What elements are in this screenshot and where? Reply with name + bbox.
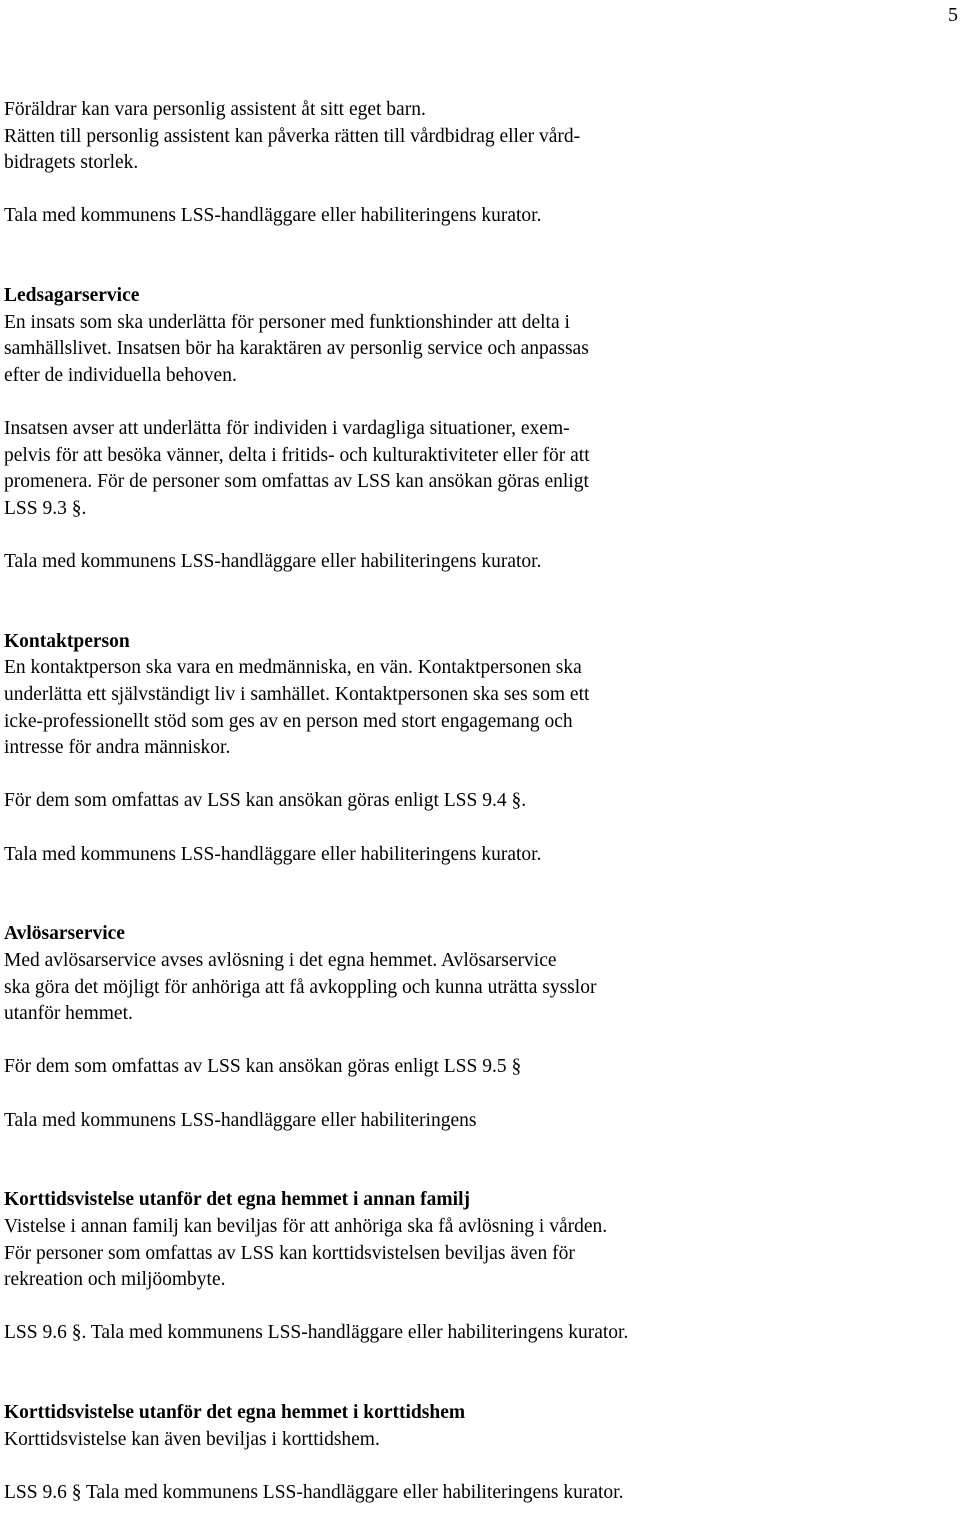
application-line: För dem som omfattas av LSS kan ansökan göras enligt LSS 9.5 § — [4, 1056, 522, 1078]
section-kontaktperson — [4, 629, 954, 868]
body-line: icke-professionellt stöd som ges av en person med stort engagemang och — [4, 710, 573, 732]
body-line: Korttidsvistelse kan även beviljas i korttidshem. — [4, 1428, 380, 1450]
body-line: underlätta ett självständigt liv i samhället. Kontaktpersonen ska ses som ett — [4, 684, 590, 706]
contact-line: LSS 9.6 §. Tala med kommunens LSS-handläggare eller habiliteringens kurator. — [4, 1322, 629, 1344]
contact-line: Tala med kommunens LSS-handläggare eller habiliteringens kurator. — [4, 843, 542, 865]
body-line: efter de individuella behoven. — [4, 364, 237, 386]
section-korttidshem — [4, 1400, 954, 1506]
body-line: En insats som ska underlätta för personer med funktionshinder att delta i — [4, 311, 570, 333]
contact-line: Tala med kommunens LSS-handläggare eller habiliteringens kurator. — [4, 551, 542, 573]
body-line: bidragets storlek. — [4, 152, 139, 174]
section-avlosarservice — [4, 921, 954, 1134]
body-line: promenera. För de personer som omfattas av LSS kan ansökan göras enligt — [4, 471, 589, 493]
document-body — [4, 97, 954, 1506]
body-line: Insatsen avser att underlätta för individen i vardagliga situationer, exem- — [4, 418, 570, 440]
body-line: samhällslivet. Insatsen bör ha karaktären av personlig service och anpassas — [4, 338, 589, 360]
body-line: intresse för andra människor. — [4, 737, 231, 759]
body-line: Rätten till personlig assistent kan påverka rätten till vårdbidrag eller vård- — [4, 125, 581, 147]
body-line: En kontaktperson ska vara en medmänniska, en vän. Kontaktpersonen ska — [4, 657, 582, 679]
body-line: rekreation och miljöombyte. — [4, 1269, 226, 1291]
body-line: pelvis för att besöka vänner, delta i fritids- och kulturaktiviteter eller för att — [4, 444, 590, 466]
body-line: utanför hemmet. — [4, 1003, 133, 1025]
application-line: För dem som omfattas av LSS kan ansökan göras enligt LSS 9.4 §. — [4, 790, 527, 812]
section-intro — [4, 97, 954, 230]
section-heading: Korttidsvistelse utanför det egna hemmet i korttidshem — [4, 1402, 466, 1424]
contact-line: Tala med kommunens LSS-handläggare eller habiliteringens — [4, 1109, 477, 1131]
contact-line: Tala med kommunens LSS-handläggare eller habiliteringens kurator. — [4, 205, 542, 227]
section-heading: Kontaktperson — [4, 630, 130, 652]
page-number: 5 — [948, 4, 958, 26]
section-heading: Korttidsvistelse utanför det egna hemmet i annan familj — [4, 1189, 470, 1211]
body-line: Med avlösarservice avses avlösning i det egna hemmet. Avlösarservice — [4, 950, 557, 971]
section-ledsagarservice — [4, 283, 954, 576]
section-heading: Ledsagarservice — [4, 285, 140, 307]
contact-line: LSS 9.6 § Tala med kommunens LSS-handläggare eller habiliteringens kurator. — [4, 1481, 624, 1503]
section-korttid-familj — [4, 1187, 954, 1347]
body-line: ska göra det möjligt för anhöriga att få avkoppling och kunna uträtta sysslor — [4, 976, 597, 998]
body-line: För personer som omfattas av LSS kan korttidsvistelsen beviljas även för — [4, 1242, 575, 1264]
body-line: Föräldrar kan vara personlig assistent åt sitt eget barn. — [4, 99, 426, 120]
body-line: Vistelse i annan familj kan beviljas för att anhöriga ska få avlösning i vården. — [4, 1215, 608, 1237]
section-heading: Avlösarservice — [4, 923, 125, 945]
body-line: LSS 9.3 §. — [4, 497, 87, 519]
